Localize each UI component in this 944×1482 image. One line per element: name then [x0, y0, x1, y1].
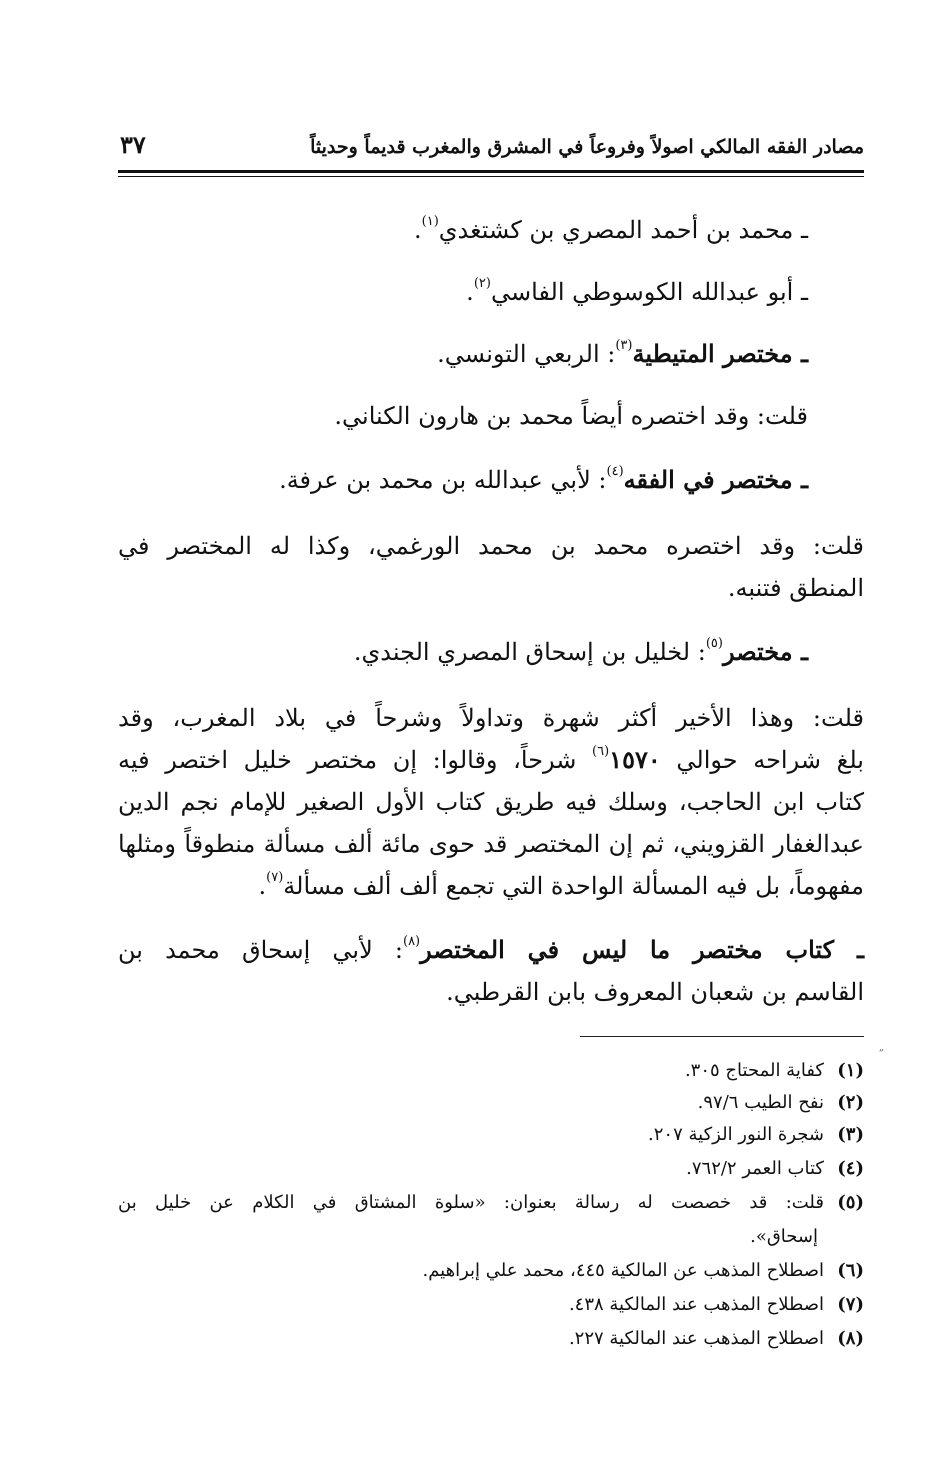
- scan-mark: ˝: [878, 1048, 884, 1062]
- footnote-marker-1: (١): [421, 214, 439, 229]
- body-line-15: القاسم بن شعبان المعروف بابن القرطبي.: [446, 978, 864, 1006]
- footnote-5-continuation: إسحاق».: [750, 1226, 818, 1247]
- body-line-6: قلت: وقد اختصره محمد بن محمد الورغمي، وكذا له المختصر في: [118, 532, 864, 560]
- body-line-4: قلت: وقد اختصره أيضاً محمد بن هارون الكناني.: [334, 402, 808, 430]
- header-rule-thick: [118, 170, 864, 173]
- page-number: ٣٧: [120, 130, 146, 159]
- body-line-10: بلغ شراحه حوالي ١٥٧٠$^{(٦)}$ شرحاً، وقالوا: إن مختصر خليل اختصر فيه: [118, 744, 864, 774]
- footnote-marker-2: (٢): [473, 276, 491, 291]
- footnote-marker-7: (٧): [266, 870, 284, 885]
- footnote-5: (٥)قلت: قد خصصت له رسالة بعنوان: «سلوة المشتاق في الكلام عن خليل بن: [118, 1192, 864, 1213]
- body-line-12: عبدالغفار القزويني، ثم إن المختصر قد حوى مائة ألف مسألة منطوقاً ومثلها: [118, 830, 864, 858]
- footnote-3: (٣)شجرة النور الزكية ٢٠٧.: [648, 1124, 864, 1145]
- footnote-marker-8: (٨): [402, 934, 421, 949]
- body-line-2: ـ أبو عبدالله الكوسوطي الفاسي$^{(٢)}$.: [466, 276, 808, 306]
- footnote-marker-4: (٤): [606, 464, 624, 479]
- footnote-1: (١)كفاية المحتاج ٣٠٥.: [684, 1060, 864, 1081]
- body-line-14: ـ كتاب مختصر ما ليس في المختصر$^{(٨)}$: لأبي إسحاق محمد بن: [118, 934, 864, 964]
- footnote-marker-6: (٦): [592, 744, 610, 759]
- body-line-1: ـ محمد بن أحمد المصري بن كشتغدي$^{(١)}$.: [413, 214, 808, 244]
- footnote-marker-3: (٣): [615, 338, 633, 353]
- footnote-separator: [580, 1036, 864, 1037]
- footnote-8: (٨)اصطلاح المذهب عند المالكية ٢٢٧.: [568, 1328, 864, 1349]
- footnote-7: (٧)اصطلاح المذهب عند المالكية ٤٣٨.: [568, 1294, 864, 1315]
- body-line-13: مفهوماً، بل فيه المسألة الواحدة التي تجمع ألف ألف مسألة$^{(٧)}$.: [258, 870, 864, 900]
- footnote-6: (٦)اصطلاح المذهب عن المالكية ٤٤٥، محمد علي إبراهيم.: [422, 1260, 864, 1281]
- footnote-2: (٢)نفح الطيب ٩٧/٦.: [697, 1092, 864, 1113]
- body-line-9: قلت: وهذا الأخير أكثر شهرة وتداولاً وشرحاً في بلاد المغرب، وقد: [118, 704, 864, 732]
- body-line-8: ـ مختصر$^{(٥)}$: لخليل بن إسحاق المصري الجندي.: [353, 636, 808, 666]
- footnote-4: (٤)كتاب العمر ٧٦٢/٢.: [686, 1158, 864, 1179]
- body-line-7: المنطق فتنبه.: [727, 574, 864, 602]
- body-line-3: ـ مختصر المتيطية$^{(٣)}$: الربعي التونسي.: [437, 338, 808, 368]
- footnote-marker-5: (٥): [705, 636, 723, 651]
- header-rule-thin: [118, 176, 864, 177]
- running-header-title: مصادر الفقه المالكي اصولاً وفروعاً في المشرق والمغرب قديماً وحديثاً: [310, 136, 864, 158]
- body-line-11: كتاب ابن الحاجب، وسلك فيه طريق كتاب الأول الصغير للإمام نجم الدين: [118, 788, 864, 816]
- body-line-5: ـ مختصر في الفقه$^{(٤)}$: لأبي عبدالله بن محمد بن عرفة.: [279, 464, 808, 494]
